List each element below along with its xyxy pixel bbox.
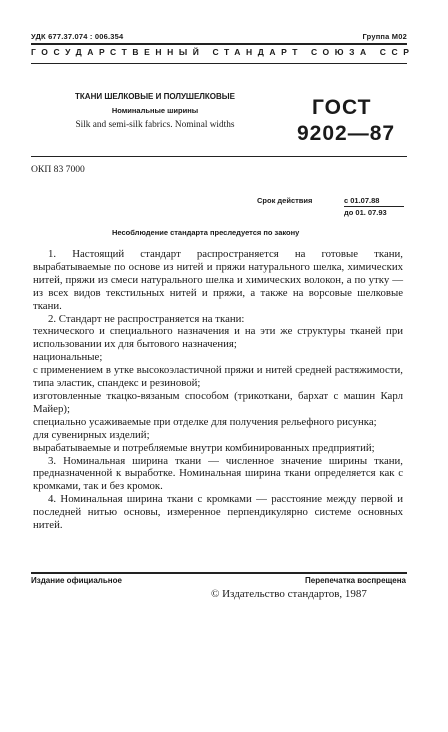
standard-banner: ГОСУДАРСТВЕННЫЙ СТАНДАРТ СОЮЗА ССР bbox=[31, 47, 415, 57]
paragraph-3: 3. Номинальная ширина ткани — численное значение ширины ткани, предназначенной к выработке. Номинальная ширина ткани определяется как с кромками, так и без кромок. bbox=[33, 454, 403, 493]
fabric-title: ТКАНИ ШЕЛКОВЫЕ И ПОЛУШЕЛКОВЫЕ bbox=[75, 92, 235, 101]
header-rule-top bbox=[31, 43, 407, 45]
legal-notice: Несоблюдение стандарта преследуется по закону bbox=[112, 228, 300, 237]
okp-code: ОКП 83 7000 bbox=[31, 164, 85, 175]
body-text bbox=[33, 248, 403, 532]
validity-label: Срок действия bbox=[257, 196, 313, 205]
title-block bbox=[40, 92, 270, 130]
paragraph-2-item-2: национальные; bbox=[33, 351, 103, 364]
validity-from: с 01.07.88 bbox=[344, 196, 380, 205]
gost-label: ГОСТ bbox=[312, 96, 372, 119]
paragraph-1: 1. Настоящий стандарт распространяется на готовые ткани, вырабатываемые по основе из нитей и пряжи натурального шелка, химических нитей, пряжи из смеси натурального шелка и химических волокон, а по утку — из всех видов текстильных нитей и пряжи, а также на ворсовые шелковые ткани. bbox=[33, 248, 403, 312]
paragraph-2: 2. Стандарт не распространяется на ткани: bbox=[48, 312, 245, 325]
udk-code: УДК 677.37.074 : 006.354 bbox=[31, 32, 124, 41]
group-code: Группа М02 bbox=[362, 32, 407, 41]
footer-rule bbox=[31, 572, 407, 574]
english-title: Silk and semi-silk fabrics. Nominal widths bbox=[75, 120, 235, 130]
paragraph-2-item-7: вырабатываемые и потребляемые внутри комбинированных предприятий; bbox=[33, 441, 375, 454]
title-rule bbox=[31, 156, 407, 157]
paragraph-2-item-5: специально усаживаемые при отделке для получения рельефного рисунка; bbox=[33, 415, 377, 428]
official-edition: Издание официальное bbox=[31, 576, 122, 585]
gost-number: 9202—87 bbox=[297, 122, 396, 145]
validity-to: до 01. 07.93 bbox=[344, 208, 387, 217]
fabric-subtitle: Номинальные ширины bbox=[111, 106, 199, 115]
header-rule-bottom bbox=[31, 63, 407, 64]
copyright-line: © Издательство стандартов, 1987 bbox=[211, 588, 367, 600]
paragraph-2-item-3: с применением в утке высокоэластичной пряжи и нитей средней растяжимости, типа эластик, спандекс и резиновой; bbox=[33, 364, 403, 390]
paragraph-2-item-1: технического и специального назначения и на эти же структуры тканей при использовании их для бытового назначения; bbox=[33, 325, 403, 351]
paragraph-2-item-6: для сувенирных изделий; bbox=[33, 428, 150, 441]
reprint-prohibited: Перепечатка воспрещена bbox=[305, 576, 406, 585]
paragraph-2-item-4: изготовленные ткацко-вязаным способом (трикоткани, бархат с машин Карл Майер); bbox=[33, 389, 403, 415]
validity-divider bbox=[344, 206, 404, 207]
paragraph-4: 4. Номинальная ширина ткани с кромками — расстояние между первой и последней нитью основы, измеренное перпендикулярно системе основных нитей. bbox=[33, 493, 403, 532]
